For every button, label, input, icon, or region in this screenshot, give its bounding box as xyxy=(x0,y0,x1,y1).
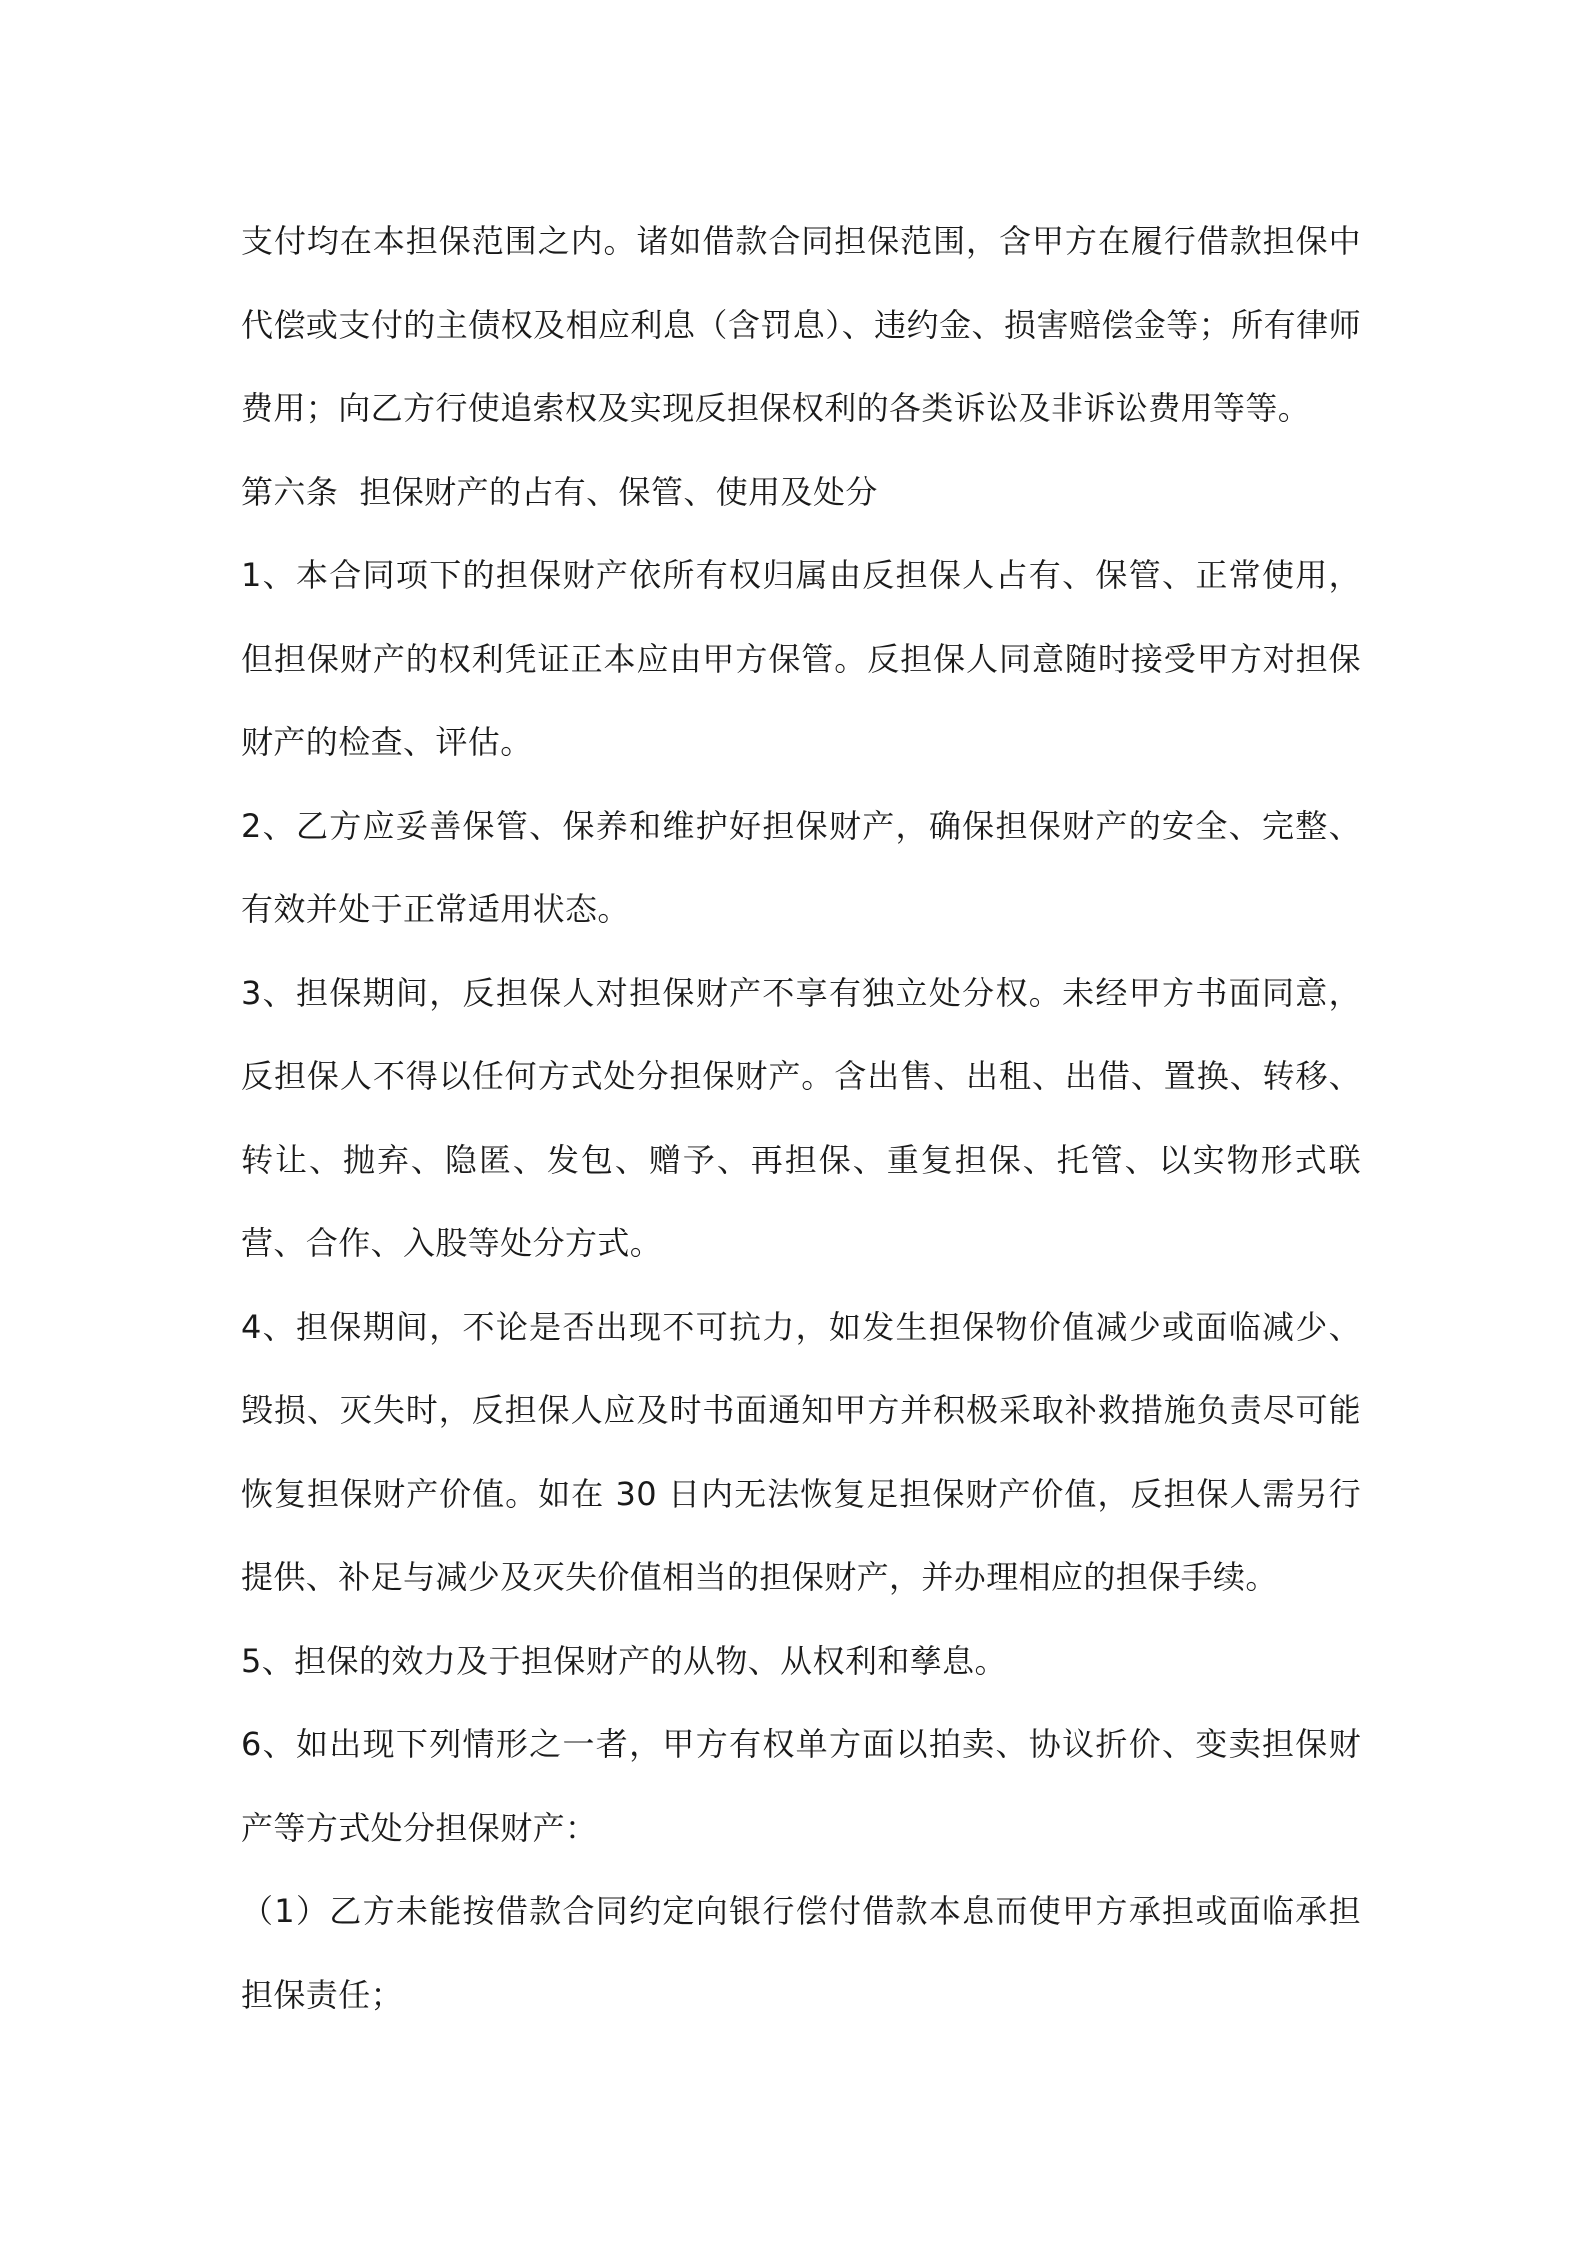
paragraph-guarantee-scope: 支付均在本担保范围之内。诸如借款合同担保范围，含甲方在履行借款担保中代偿或支付的主债权及相应利息（含罚息）、违约金、损害赔偿金等；所有律师费用；向乙方行使追索权及实现反担保权利的各类诉讼及非诉讼费用等等。 xyxy=(241,222,1361,427)
paragraph-clause-4: 4、担保期间，不论是否出现不可抗力，如发生担保物价值减少或面临减少、毁损、灭失时，反担保人应及时书面通知甲方并积极采取补救措施负责尽可能恢复担保财产价值。如在 30 日内无法恢复足担保财产价值，反担保人需另行提供、补足与减少及灭失价值相当的担保财产，并办理相应的担保手续。 xyxy=(241,1307,1361,1596)
paragraph-clause-3: 3、担保期间，反担保人对担保财产不享有独立处分权。未经甲方书面同意，反担保人不得以任何方式处分担保财产。含出售、出租、出借、置换、转移、转让、抛弃、隐匿、发包、赠予、再担保、重复担保、托管、以实物形式联营、合作、入股等处分方式。 xyxy=(241,973,1361,1262)
document-body xyxy=(241,200,1361,2037)
paragraph-clause-2: 2、乙方应妥善保管、保养和维护好担保财产，确保担保财产的安全、完整、有效并处于正常适用状态。 xyxy=(241,806,1361,928)
article-six-heading: 第六条 担保财产的占有、保管、使用及处分 xyxy=(241,472,878,511)
paragraph-clause-5: 5、担保的效力及于担保财产的从物、从权利和孳息。 xyxy=(241,1641,1007,1680)
paragraph-clause-1: 1、本合同项下的担保财产依所有权归属由反担保人占有、保管、正常使用，但担保财产的权利凭证正本应由甲方保管。反担保人同意随时接受甲方对担保财产的检查、评估。 xyxy=(241,556,1361,761)
paragraph-clause-6: 6、如出现下列情形之一者，甲方有权单方面以拍卖、协议折价、变卖担保财产等方式处分担保财产： xyxy=(241,1725,1361,1847)
paragraph-clause-6-item-1: （1）乙方未能按借款合同约定向银行偿付借款本息而使甲方承担或面临承担担保责任； xyxy=(241,1892,1361,2014)
